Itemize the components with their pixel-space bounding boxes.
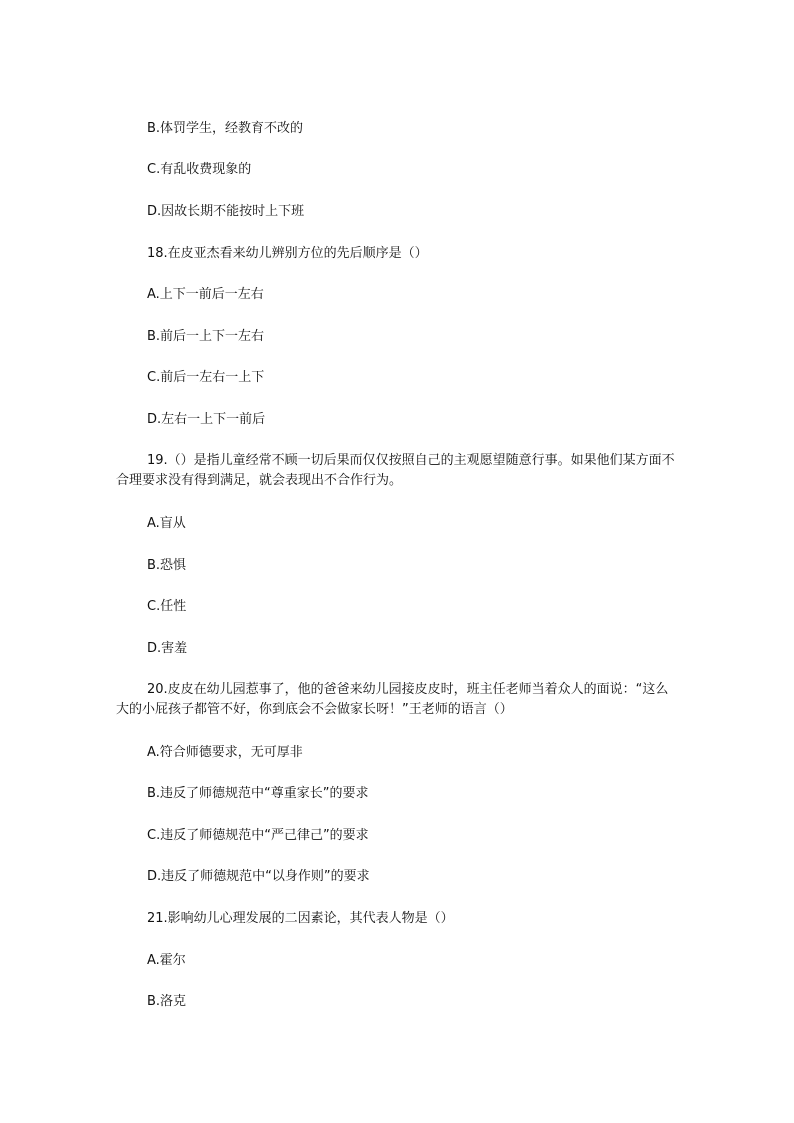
option-b-q20: B.违反了师德规范中“尊重家长”的要求 <box>147 786 369 801</box>
option-c-q18: C.前后一左右一上下 <box>147 370 265 385</box>
option-b-q17: B.体罚学生，经教育不改的 <box>147 121 304 136</box>
option-b-q21: B.洛克 <box>147 994 187 1009</box>
question-20: 20.皮皮在幼儿园惹事了，他的爸爸来幼儿园接皮皮时，班主任老师当着众人的面说：“这么大的小屁孩子都管不好，你到底会不会做家长呀！”王老师的语言（） <box>116 682 669 717</box>
option-c-q17: C.有乱收费现象的 <box>147 162 252 177</box>
option-a-q19: A.盲从 <box>147 516 186 531</box>
option-a-q21: A.霍尔 <box>147 953 186 968</box>
question-18: 18.在皮亚杰看来幼儿辨别方位的先后顺序是（） <box>147 246 428 261</box>
option-c-q19: C.任性 <box>147 599 187 614</box>
option-a-q20: A.符合师德要求，无可厚非 <box>147 745 303 760</box>
option-d-q19: D.害羞 <box>147 641 188 656</box>
option-b-q18: B.前后一上下一左右 <box>147 329 265 344</box>
option-d-q17: D.因故长期不能按时上下班 <box>147 204 305 219</box>
option-d-q18: D.左右一上下一前后 <box>147 412 266 427</box>
option-b-q19: B.恐惧 <box>147 558 187 573</box>
option-c-q20: C.违反了师德规范中“严己律己”的要求 <box>147 828 369 843</box>
option-a-q18: A.上下一前后一左右 <box>147 287 264 302</box>
option-d-q20: D.违反了师德规范中“以身作则”的要求 <box>147 869 370 884</box>
question-19: 19.（）是指儿童经常不顾一切后果而仅仅按照自己的主观愿望随意行事。如果他们某方面不合理要求没有得到满足，就会表现出不合作行为。 <box>116 453 675 488</box>
question-21: 21.影响幼儿心理发展的二因素论，其代表人物是（） <box>147 911 454 926</box>
